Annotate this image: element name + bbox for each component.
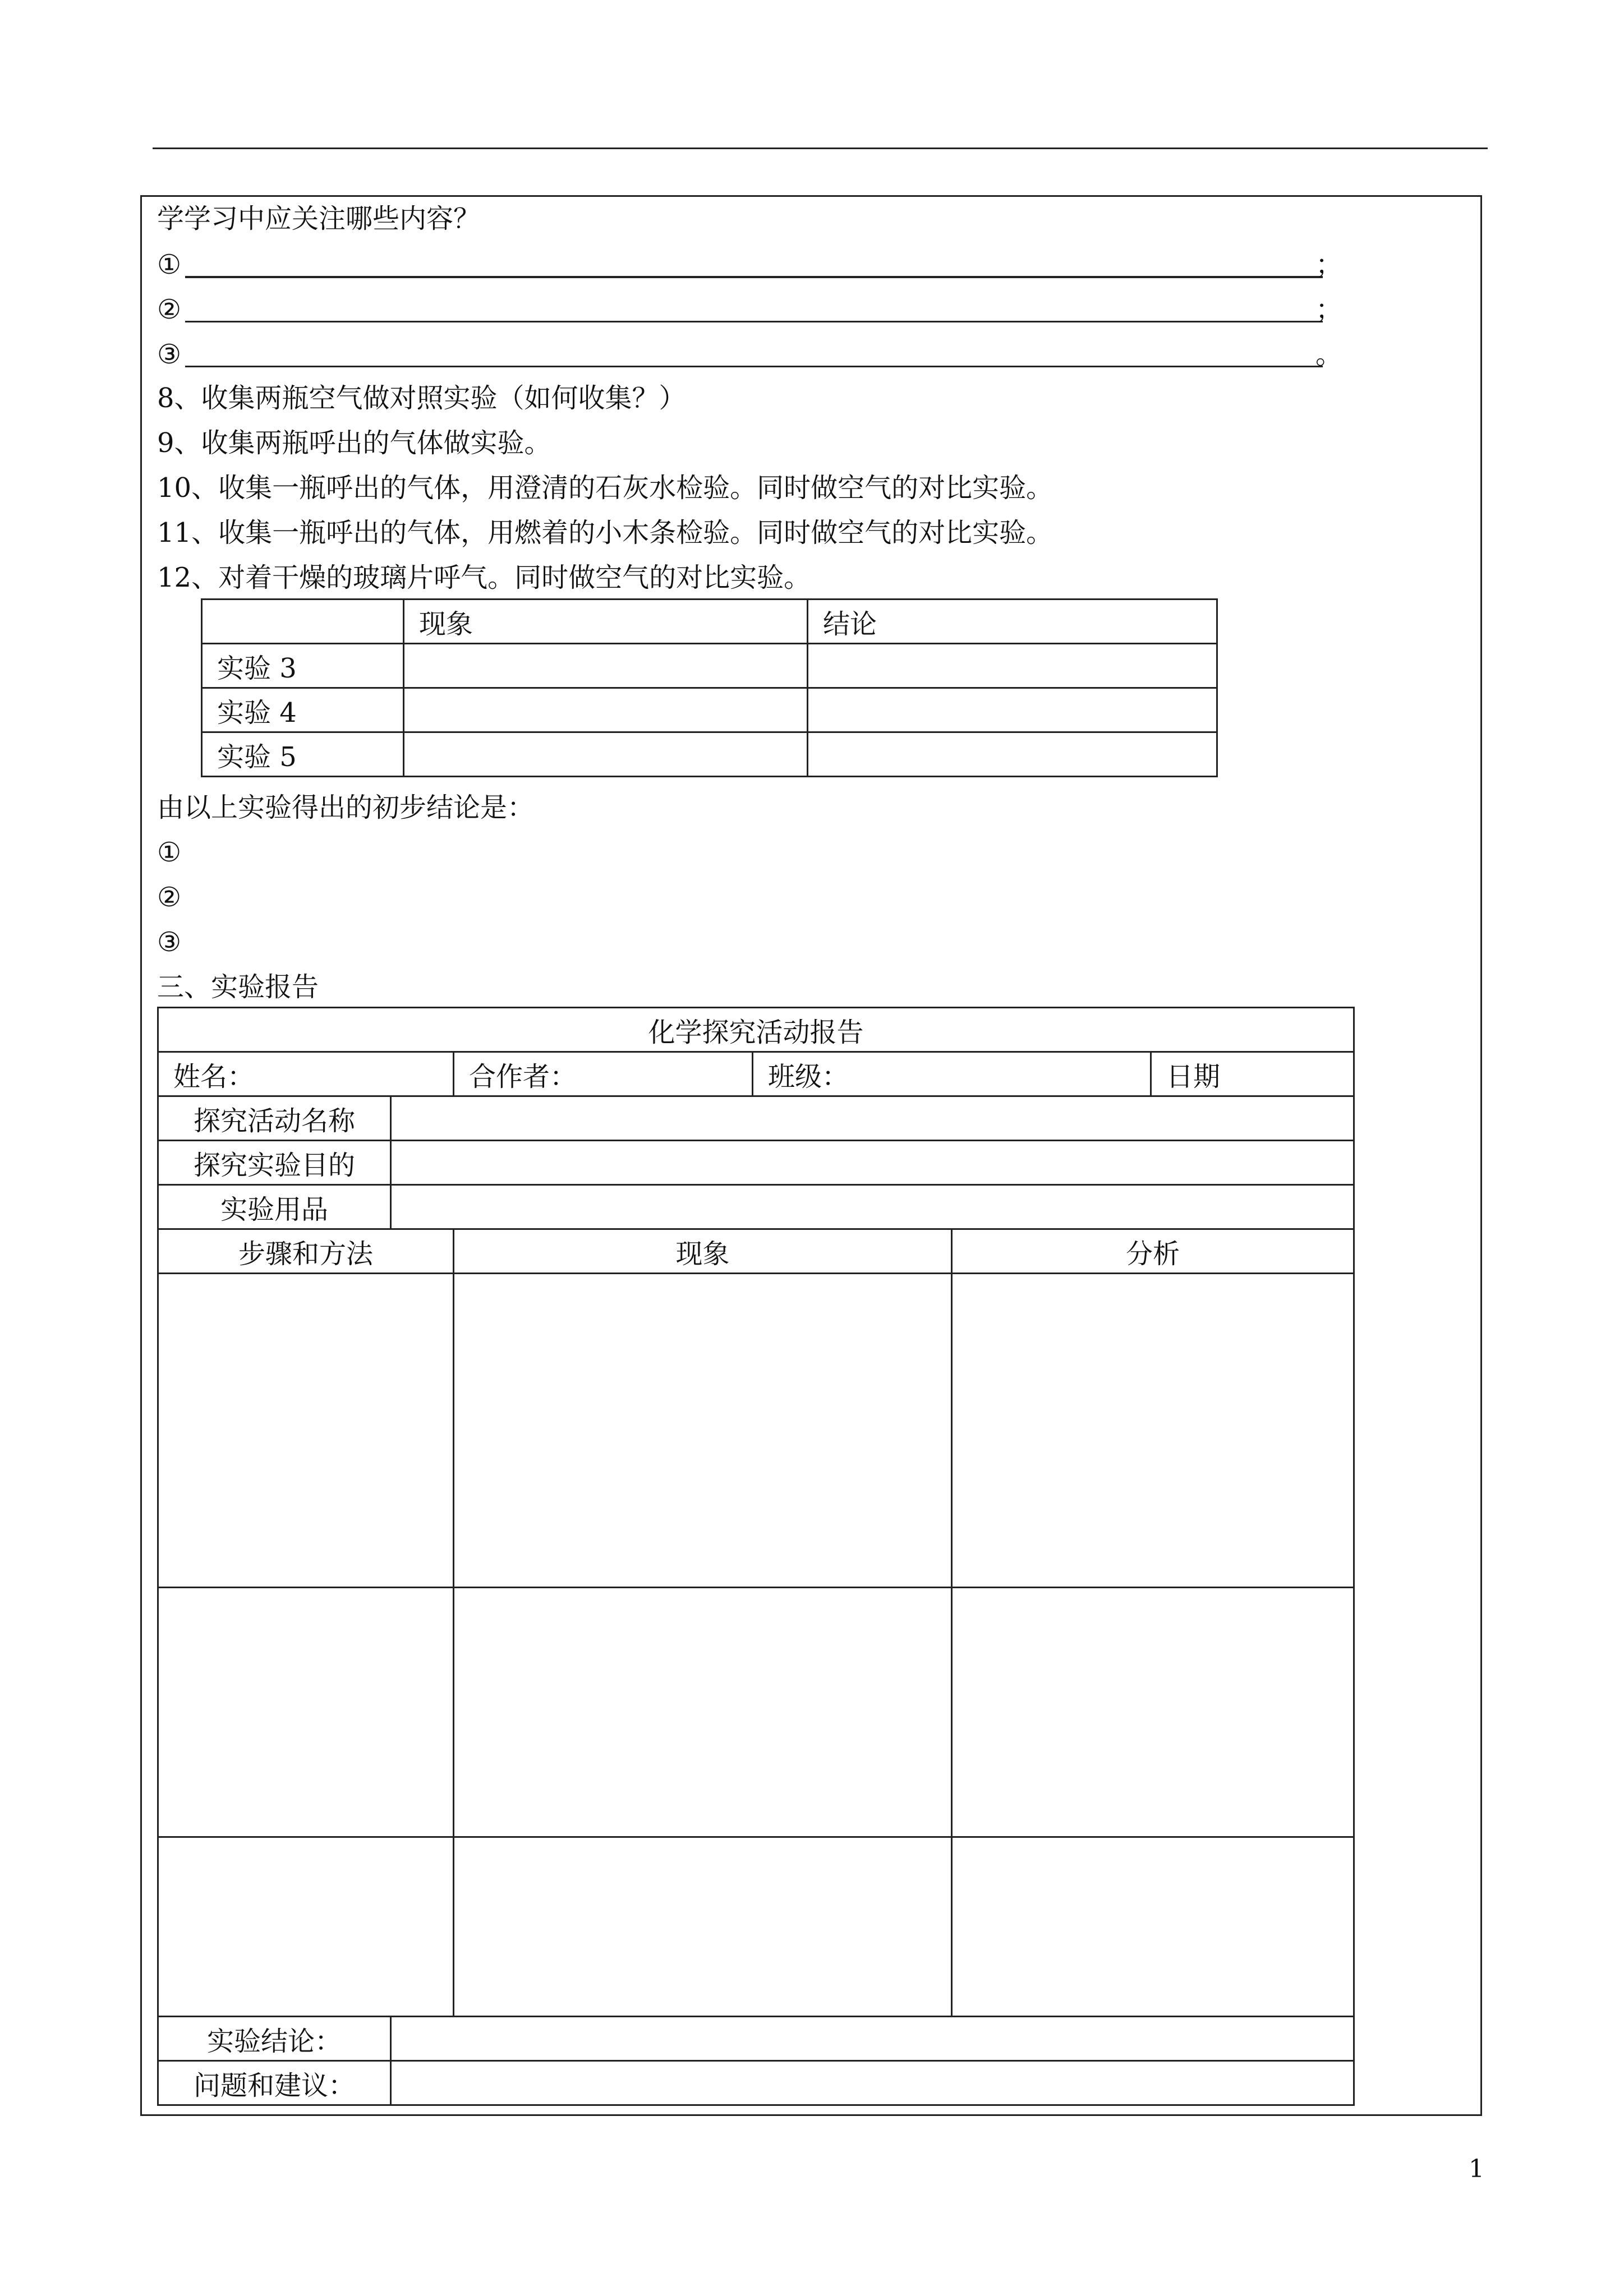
purpose-label: 探究实验目的 <box>158 1141 391 1185</box>
blank-marker: ② <box>157 294 182 325</box>
row-label: 实验 3 <box>202 644 404 688</box>
table-row <box>202 644 1217 688</box>
date-field[interactable]: 日期 <box>1151 1052 1354 1096</box>
table-row <box>202 732 1217 777</box>
report-conclusion-row <box>158 2017 1354 2061</box>
page-number: 1 <box>1469 2155 1484 2183</box>
experiment-table <box>201 598 1218 777</box>
report-materials-row <box>158 1185 1354 1229</box>
phenomena-cell[interactable] <box>404 732 808 777</box>
report-purpose-row <box>158 1141 1354 1185</box>
report-suggestions-row <box>158 2061 1354 2105</box>
conclusion-cell[interactable] <box>808 732 1217 777</box>
phenomena-header: 现象 <box>454 1229 952 1274</box>
materials-label: 实验用品 <box>158 1185 391 1229</box>
conclusion-cell[interactable] <box>808 644 1217 688</box>
analysis-cell[interactable] <box>952 1837 1354 2017</box>
blank-underline <box>185 276 1323 278</box>
blank-marker: ③ <box>157 339 182 370</box>
header-phenomena: 现象 <box>404 600 808 644</box>
analysis-header: 分析 <box>952 1229 1354 1274</box>
report-info-row <box>158 1052 1354 1096</box>
table-header-row <box>202 600 1217 644</box>
table-row <box>158 1588 1354 1837</box>
phenomena-cell[interactable] <box>454 1274 952 1588</box>
partner-field[interactable]: 合作者： <box>454 1052 753 1096</box>
analysis-cell[interactable] <box>952 1588 1354 1837</box>
prelim-conclusion-label: 由以上实验得出的初步结论是： <box>157 792 535 823</box>
table-row <box>202 688 1217 732</box>
steps-cell[interactable] <box>158 1588 454 1837</box>
step-11: 11、收集一瓶呼出的气体，用燃着的小木条检验。同时做空气的对比实验。 <box>157 517 1053 548</box>
conclusion-field[interactable] <box>391 2017 1354 2061</box>
purpose-field[interactable] <box>391 1141 1354 1185</box>
report-activity-row <box>158 1096 1354 1141</box>
phenomena-cell[interactable] <box>404 644 808 688</box>
blank-punctuation: ； <box>1315 294 1343 325</box>
prelim-marker-2: ② <box>157 882 182 913</box>
activity-name-field[interactable] <box>391 1096 1354 1141</box>
prelim-marker-1: ① <box>157 837 182 868</box>
prelim-marker-3: ③ <box>157 926 182 958</box>
blank-underline <box>185 366 1323 367</box>
row-label: 实验 4 <box>202 688 404 732</box>
answer-blank-2[interactable] <box>157 293 1341 326</box>
activity-name-label: 探究活动名称 <box>158 1096 391 1141</box>
header-rule <box>153 147 1488 149</box>
steps-cell[interactable] <box>158 1274 454 1588</box>
analysis-cell[interactable] <box>952 1274 1354 1588</box>
conclusion-cell[interactable] <box>808 688 1217 732</box>
report-title: 化学探究活动报告 <box>158 1008 1354 1052</box>
table-row <box>158 1837 1354 2017</box>
suggestions-label: 问题和建议： <box>158 2061 391 2105</box>
section-heading: 三、实验报告 <box>157 971 319 1003</box>
report-table <box>157 1007 1355 2106</box>
suggestions-field[interactable] <box>391 2061 1354 2105</box>
steps-cell[interactable] <box>158 1837 454 2017</box>
phenomena-cell[interactable] <box>454 1837 952 2017</box>
intro-question: 学学习中应关注哪些内容？ <box>157 203 481 234</box>
blank-marker: ① <box>157 249 182 280</box>
steps-header: 步骤和方法 <box>158 1229 454 1274</box>
blank-punctuation: ； <box>1315 249 1343 280</box>
step-8: 8、收集两瓶空气做对照实验（如何收集？） <box>157 382 686 414</box>
blank-underline <box>185 321 1323 322</box>
step-9: 9、收集两瓶呼出的气体做实验。 <box>157 427 551 459</box>
phenomena-cell[interactable] <box>454 1588 952 1837</box>
phenomena-cell[interactable] <box>404 688 808 732</box>
answer-blank-1[interactable] <box>157 248 1341 282</box>
class-field[interactable]: 班级： <box>753 1052 1151 1096</box>
header-cell-empty <box>202 600 404 644</box>
step-12: 12、对着干燥的玻璃片呼气。同时做空气的对比实验。 <box>157 562 811 593</box>
answer-blank-3[interactable] <box>157 338 1341 371</box>
name-field[interactable]: 姓名： <box>158 1052 454 1096</box>
table-row <box>158 1274 1354 1588</box>
step-10: 10、收集一瓶呼出的气体，用澄清的石灰水检验。同时做空气的对比实验。 <box>157 472 1053 504</box>
header-conclusion: 结论 <box>808 600 1217 644</box>
blank-punctuation: 。 <box>1315 339 1343 370</box>
materials-field[interactable] <box>391 1185 1354 1229</box>
report-columns-header <box>158 1229 1354 1274</box>
conclusion-label: 实验结论： <box>158 2017 391 2061</box>
row-label: 实验 5 <box>202 732 404 777</box>
report-title-row <box>158 1008 1354 1052</box>
